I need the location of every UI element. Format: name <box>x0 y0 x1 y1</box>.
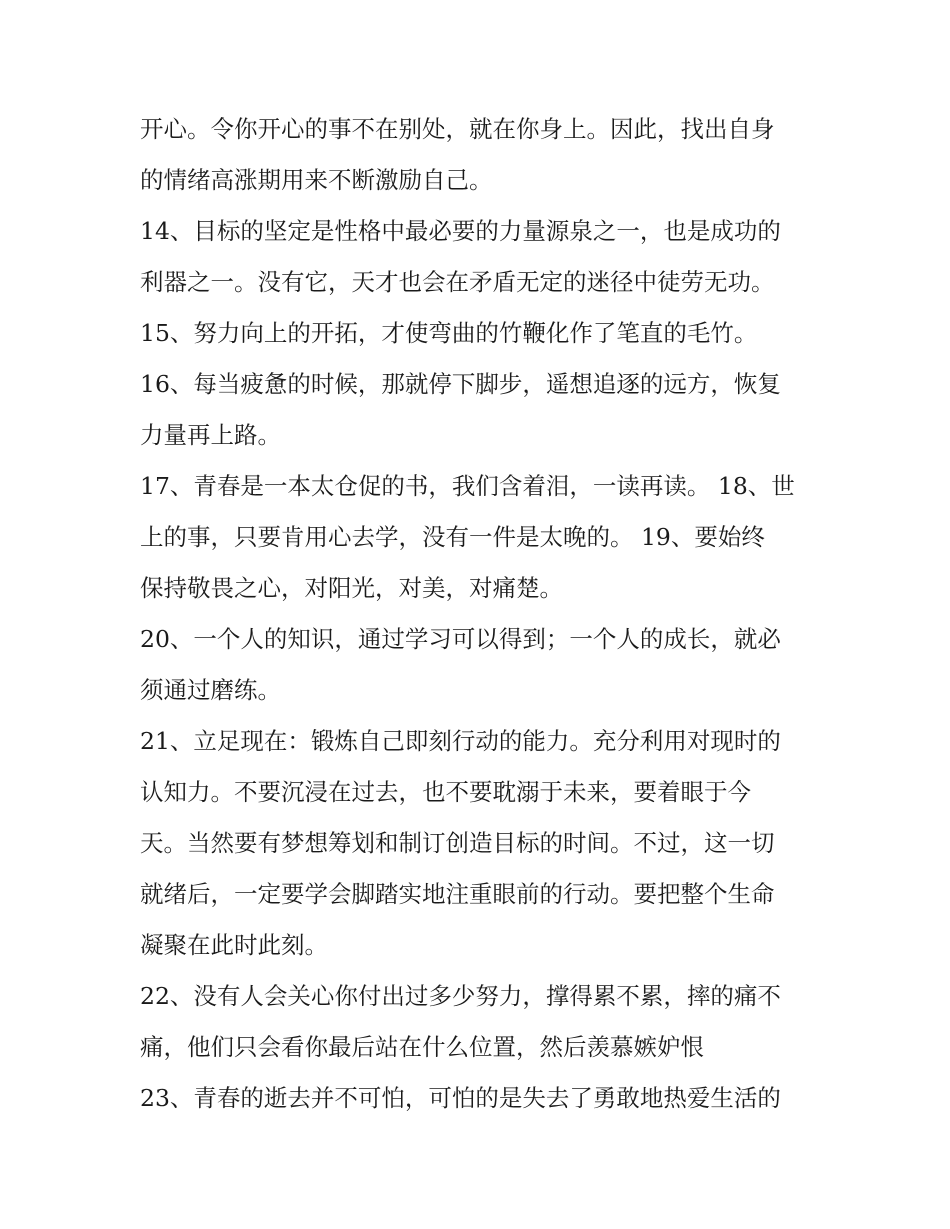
text-line: 力量再上路。 <box>140 421 281 449</box>
text-line: 上的事，只要肯用心去学，没有一件是太晚的。 19、要始终 <box>140 523 765 551</box>
text-line: 17、青春是一本太仓促的书，我们含着泪，一读再读。 18、世 <box>140 472 795 500</box>
text-line: 16、每当疲惫的时候，那就停下脚步，遥想追逐的远方，恢复 <box>140 370 781 398</box>
text-line: 天。当然要有梦想筹划和制订创造目标的时间。不过，这一切 <box>140 829 775 857</box>
body-text <box>140 104 820 1124</box>
text-line: 认知力。不要沉浸在过去，也不要耽溺于未来，要着眼于今 <box>140 778 751 806</box>
text-line: 的情绪高涨期用来不断激励自己。 <box>140 166 493 194</box>
text-line: 14、目标的坚定是性格中最必要的力量源泉之一，也是成功的 <box>140 217 781 245</box>
text-line: 15、努力向上的开拓，才使弯曲的竹鞭化作了笔直的毛竹。 <box>140 319 758 347</box>
text-line: 21、立足现在：锻炼自己即刻行动的能力。充分利用对现时的 <box>140 727 781 755</box>
text-line: 须通过磨练。 <box>140 676 281 704</box>
text-line: 22、没有人会关心你付出过多少努力，撑得累不累，摔的痛不 <box>140 982 781 1010</box>
text-line: 保持敬畏之心，对阳光，对美，对痛楚。 <box>140 574 563 602</box>
text-line: 就绪后，一定要学会脚踏实地注重眼前的行动。要把整个生命 <box>140 880 775 908</box>
text-line: 凝聚在此时此刻。 <box>140 931 328 959</box>
text-line: 开心。令你开心的事不在别处，就在你身上。因此，找出自身 <box>140 115 775 143</box>
text-line: 痛，他们只会看你最后站在什么位置，然后羡慕嫉妒恨 <box>140 1033 704 1061</box>
text-line: 23、青春的逝去并不可怕，可怕的是失去了勇敢地热爱生活的 <box>140 1084 781 1112</box>
text-line: 利器之一。没有它，天才也会在矛盾无定的迷径中徒劳无功。 <box>140 268 775 296</box>
text-line: 20、一个人的知识，通过学习可以得到；一个人的成长，就必 <box>140 625 781 653</box>
